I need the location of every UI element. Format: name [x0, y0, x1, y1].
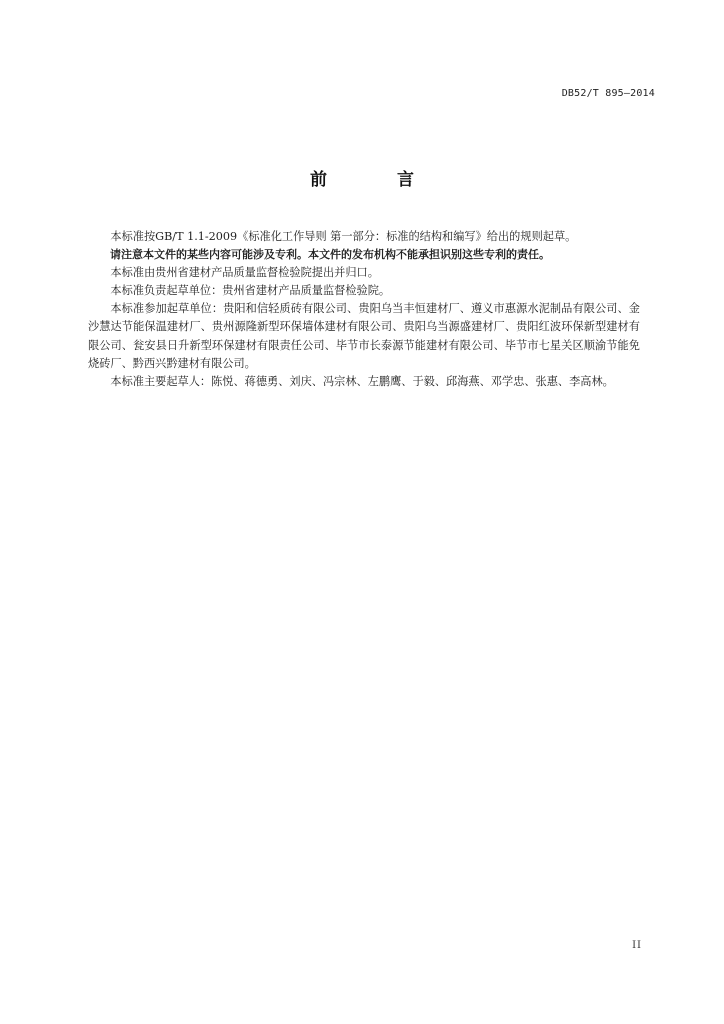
- paragraph-patent-notice: 请注意本文件的某些内容可能涉及专利。本文件的发布机构不能承担识别这些专利的责任。: [110, 248, 550, 262]
- paragraph-proposer: 本标准由贵州省建材产品质量监督检验院提出并归口。: [110, 266, 379, 280]
- standard-code: DB52/T 895—2014: [561, 88, 655, 99]
- paragraph-drafting-rules: 本标准按GB/T 1.1-2009《标准化工作导则 第一部分：标准的结构和编写》给出的规则起草。: [110, 230, 577, 243]
- foreword-body: [88, 228, 640, 391]
- paragraph-main-drafters: 本标准主要起草人：陈悦、蒋德勇、刘庆、冯宗林、左鹏鹰、于毅、邱海燕、邓学忠、张惠、李高林。: [110, 374, 614, 388]
- page-number: II: [632, 940, 642, 951]
- paragraph-lead-drafter: 本标准负责起草单位：贵州省建材产品质量监督检验院。: [110, 284, 391, 298]
- page-title: 前 言: [310, 170, 446, 190]
- paragraph-participating-drafters: 本标准参加起草单位：贵阳和信轻质砖有限公司、贵阳乌当丰恒建材厂、遵义市惠源水泥制品有限公司、金沙慧达节能保温建材厂、贵州源隆新型环保墙体建材有限公司、贵阳乌当源盛建材厂、贵阳红波环保新型建材有限公司、瓮安县日升新型环保建材有限责任公司、毕节市长泰源节能建材有限公司、毕节市七星关区顺渝节能免烧砖厂、黔西兴黔建材有限公司。: [88, 302, 640, 370]
